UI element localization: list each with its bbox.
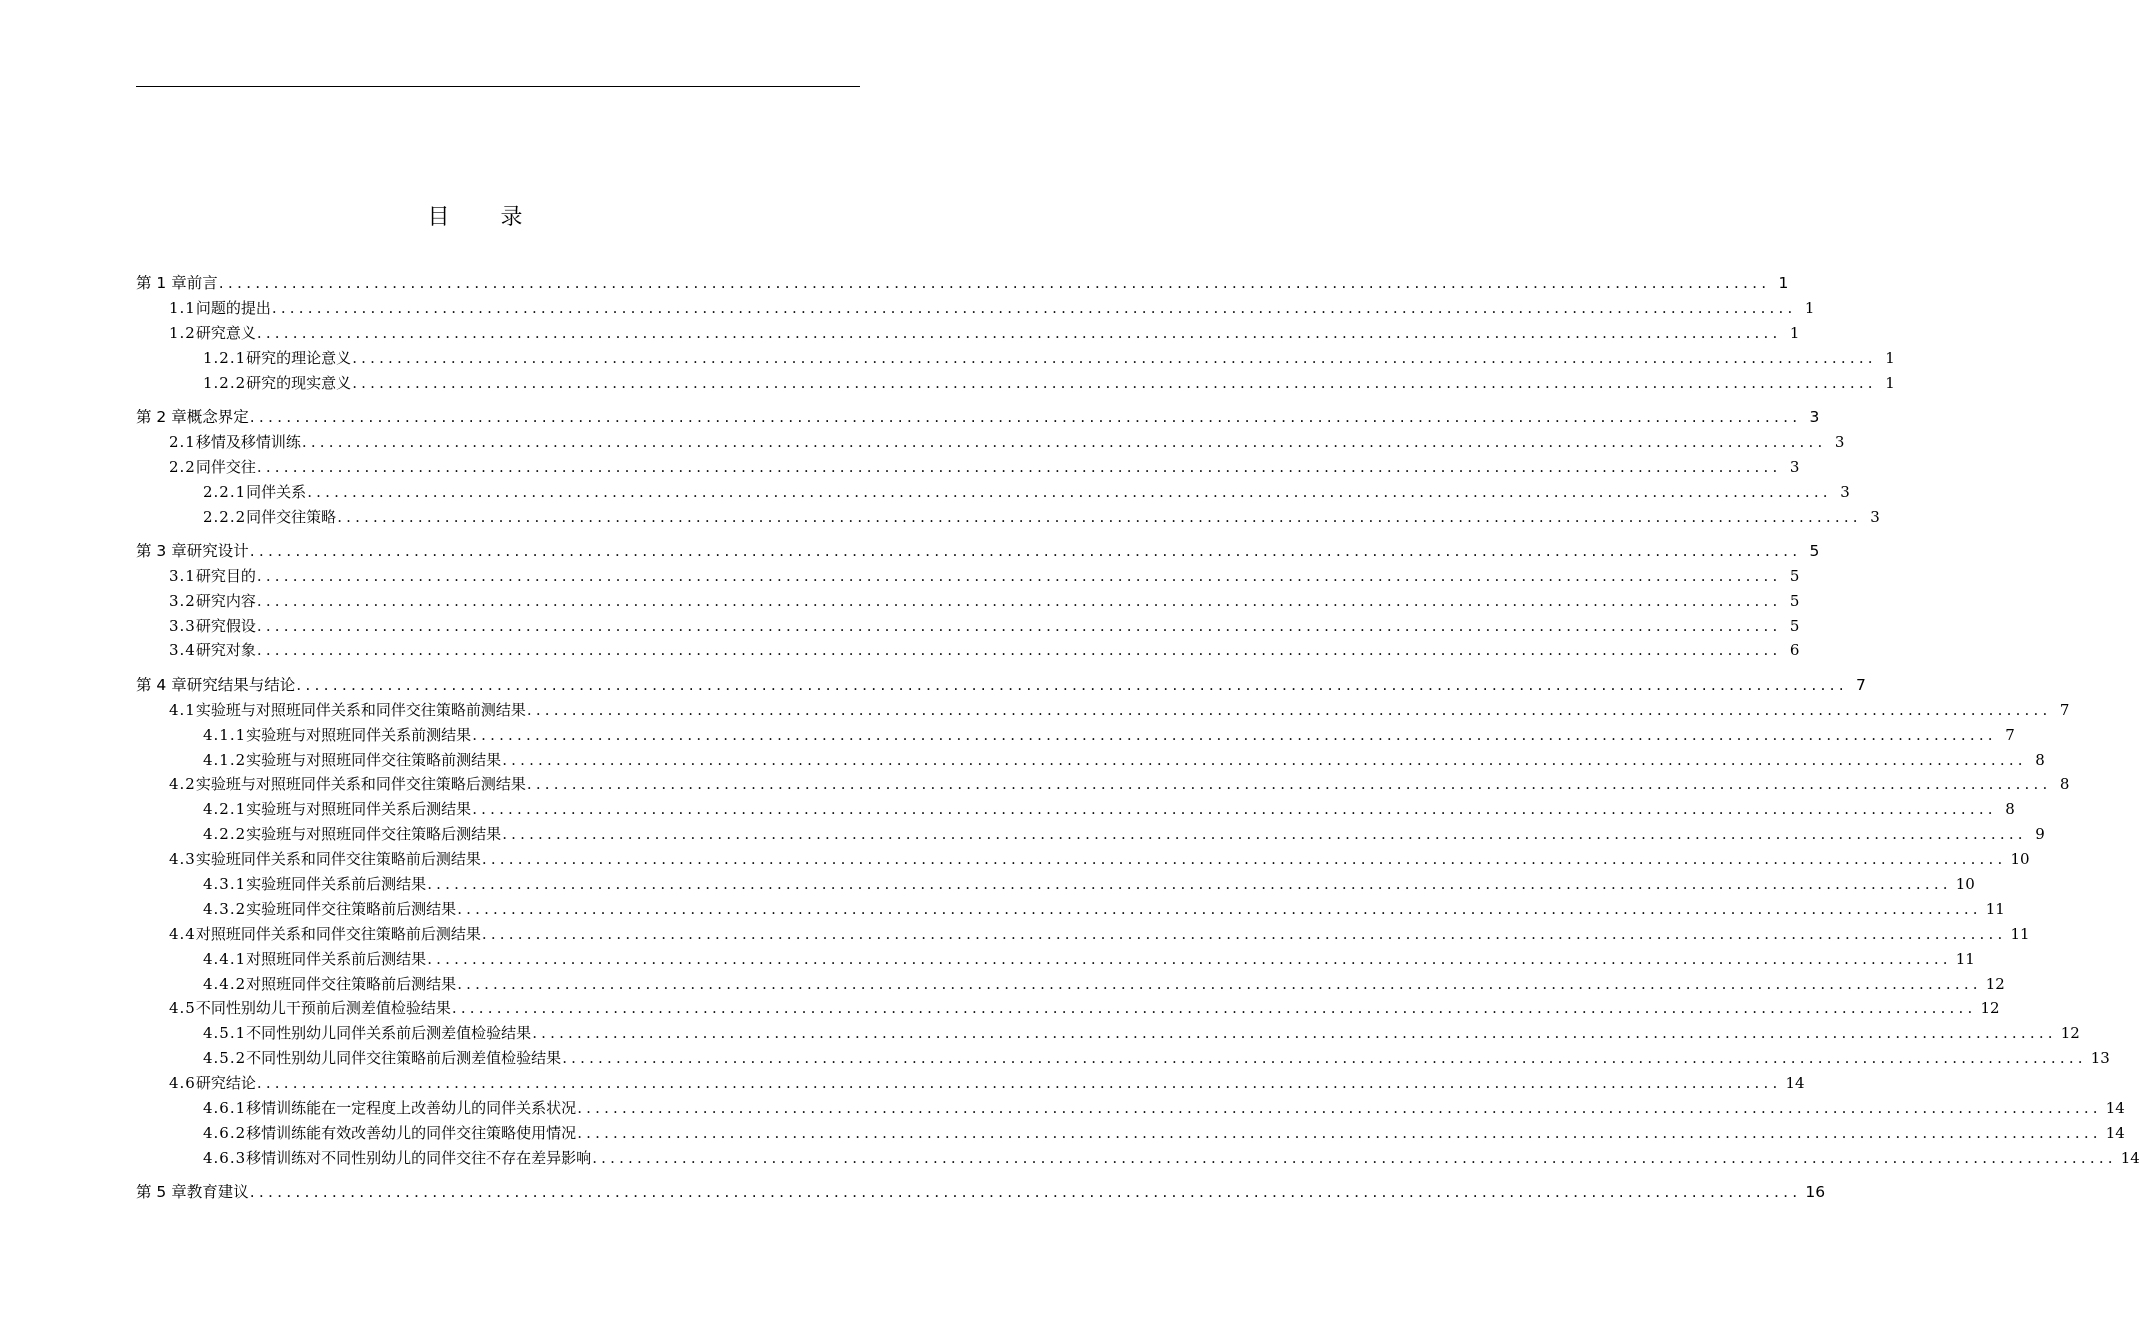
toc-entry-label: 研究的现实意义 xyxy=(246,373,352,392)
toc-entry-label: 对照班同伴关系前后测结果 xyxy=(246,949,427,968)
toc-dot-leader: .......................................................................................................................................................................... xyxy=(592,1148,2117,1167)
toc-dot-leader: .......................................................................................................................................................................... xyxy=(526,775,2052,794)
toc-subsection-entry[interactable] xyxy=(136,897,2005,922)
toc-dot-leader: .......................................................................................................................................................................... xyxy=(457,974,1982,993)
toc-entry-number: 4.1.2 xyxy=(203,750,247,769)
toc-page-number: 16 xyxy=(1805,1183,1826,1202)
toc-page-number: 3 xyxy=(1789,457,1800,476)
toc-page-number: 6 xyxy=(1789,641,1800,660)
toc-page-number: 8 xyxy=(2059,775,2070,794)
toc-dot-leader: .......................................................................................................................................................................... xyxy=(307,482,1832,501)
toc-page-number: 3 xyxy=(1809,407,1820,426)
toc-entry-number: 4.5.2 xyxy=(203,1049,247,1068)
toc-entry-number: 1.1 xyxy=(169,298,196,317)
toc-subsection-entry[interactable] xyxy=(136,872,1975,897)
toc-entry-label: 实验班与对照班同伴关系和同伴交往策略后测结果 xyxy=(195,775,526,794)
toc-dot-leader: .......................................................................................................................................................................... xyxy=(502,750,2027,769)
toc-title: 目 录 xyxy=(427,205,545,230)
toc-entry-number: 2.2.2 xyxy=(203,507,247,526)
toc-entry-label: 问题的提出 xyxy=(195,298,271,317)
toc-entry-number: 2.1 xyxy=(169,432,196,451)
toc-subsection-entry[interactable] xyxy=(136,480,1850,505)
toc-page-number: 14 xyxy=(1785,1074,1805,1093)
toc-section-entry[interactable] xyxy=(136,847,2030,872)
toc-dot-leader: .......................................................................................................................................................................... xyxy=(256,641,1782,660)
toc-entry-label: 研究结论 xyxy=(195,1074,256,1093)
toc-subsection-entry[interactable] xyxy=(136,1121,2125,1146)
toc-page-number: 1 xyxy=(1804,298,1815,317)
toc-dot-leader: .......................................................................................................................................................................... xyxy=(249,407,1802,426)
toc-page-number: 5 xyxy=(1789,566,1800,585)
toc-subsection-entry[interactable] xyxy=(136,1146,2140,1171)
toc-dot-leader: .......................................................................................................................................................................... xyxy=(301,432,1827,451)
toc-section-entry[interactable] xyxy=(136,1071,1805,1096)
toc-entry-label: 研究意义 xyxy=(195,323,256,342)
toc-entry-label: 移情及移情训练 xyxy=(195,432,301,451)
toc-entry-number: 2.2 xyxy=(169,457,196,476)
toc-dot-leader: .......................................................................................................................................................................... xyxy=(218,274,1771,292)
toc-entry-label: 移情训练能在一定程度上改善幼儿的同伴关系状况 xyxy=(246,1099,577,1117)
toc-entry-number: 第 5 章 xyxy=(136,1183,187,1202)
toc-section-entry[interactable] xyxy=(136,996,2000,1021)
toc-entry-number: 第 4 章 xyxy=(136,675,187,694)
toc-dot-leader: .......................................................................................................................................................................... xyxy=(481,924,2007,943)
toc-entry-label: 研究的理论意义 xyxy=(246,348,352,367)
toc-dot-leader: .......................................................................................................................................................................... xyxy=(256,616,1782,635)
toc-entry-number: 4.3 xyxy=(169,850,196,869)
toc-entry-number: 4.1.1 xyxy=(203,725,247,744)
toc-dot-leader: .......................................................................................................................................................................... xyxy=(337,507,1862,526)
toc-page-number: 9 xyxy=(2035,825,2045,844)
toc-entry-number: 4.2.2 xyxy=(203,825,247,844)
toc-subsection-entry[interactable] xyxy=(136,947,1975,972)
toc-dot-leader: .......................................................................................................................................................................... xyxy=(427,874,1952,893)
toc-dot-leader: .......................................................................................................................................................................... xyxy=(256,591,1782,610)
toc-page-number: 13 xyxy=(2090,1049,2110,1068)
toc-subsection-entry[interactable] xyxy=(136,797,2015,822)
toc-dot-leader: .......................................................................................................................................................................... xyxy=(256,566,1782,585)
toc-entry-label: 研究假设 xyxy=(195,616,256,635)
toc-entry-number: 4.6.3 xyxy=(203,1148,247,1167)
toc-page-number: 11 xyxy=(2010,924,2030,943)
toc-page-number: 5 xyxy=(1809,541,1820,560)
toc-page-number: 10 xyxy=(1955,874,1975,893)
toc-page-number: 8 xyxy=(2005,800,2015,819)
toc-section-entry[interactable] xyxy=(136,296,1815,321)
toc-entry-label: 实验班与对照班同伴关系和同伴交往策略前测结果 xyxy=(195,700,526,719)
toc-entry-label: 同伴关系 xyxy=(246,482,307,501)
toc-section-entry[interactable] xyxy=(136,564,1800,589)
toc-entry-label: 实验班与对照班同伴关系后测结果 xyxy=(246,800,472,819)
toc-section-entry[interactable] xyxy=(136,430,1845,455)
toc-entry-number: 1.2.1 xyxy=(203,348,247,367)
toc-page-number: 3 xyxy=(1840,482,1850,501)
toc-dot-leader: .......................................................................................................................................................................... xyxy=(249,541,1802,560)
toc-page-number: 1 xyxy=(1778,274,1789,292)
toc-entry-number: 4.6.2 xyxy=(203,1123,247,1142)
toc-entry-label: 对照班同伴交往策略前后测结果 xyxy=(246,974,457,993)
toc-dot-leader: .......................................................................................................................................................................... xyxy=(352,348,1877,367)
toc-section-entry[interactable] xyxy=(136,455,1800,480)
toc-entry-number: 3.4 xyxy=(169,641,196,660)
toc-page-number: 1 xyxy=(1885,373,1895,392)
toc-page-number: 3 xyxy=(1870,507,1880,526)
toc-dot-leader: .......................................................................................................................................................................... xyxy=(296,675,1848,694)
header-rule xyxy=(136,86,860,87)
toc-chapter-entry[interactable] xyxy=(136,405,1820,430)
toc-dot-leader: .......................................................................................................................................................................... xyxy=(526,700,2052,719)
toc-page-number: 7 xyxy=(2059,700,2070,719)
toc-entry-number: 1.2 xyxy=(169,323,196,342)
toc-dot-leader: .......................................................................................................................................................................... xyxy=(256,323,1782,342)
toc-subsection-entry[interactable] xyxy=(136,346,1895,371)
toc-page-number: 7 xyxy=(1855,675,1866,694)
toc-page-number: 1 xyxy=(1789,323,1800,342)
toc-dot-leader: .......................................................................................................................................................................... xyxy=(532,1024,2057,1043)
toc-entry-label: 同伴交往策略 xyxy=(246,507,337,526)
toc-entry-number: 2.2.1 xyxy=(203,482,247,501)
toc-page-number: 14 xyxy=(2105,1123,2125,1142)
toc-entry-number: 第 3 章 xyxy=(136,541,187,560)
toc-entry-number: 4.5.1 xyxy=(203,1024,247,1043)
toc-subsection-entry[interactable] xyxy=(136,723,2015,748)
toc-section-entry[interactable] xyxy=(136,922,2030,947)
toc-dot-leader: .......................................................................................................................................................................... xyxy=(472,725,1997,744)
toc-page-number: 8 xyxy=(2035,750,2045,769)
toc-entry-label: 实验班与对照班同伴关系前测结果 xyxy=(246,725,472,744)
toc-dot-leader: .......................................................................................................................................................................... xyxy=(577,1123,2102,1142)
toc-entry-number: 4.4 xyxy=(169,924,196,943)
toc-entry-label: 实验班同伴关系前后测结果 xyxy=(246,874,427,893)
toc-page-number: 3 xyxy=(1834,432,1845,451)
toc-entry-label: 不同性别幼儿同伴交往策略前后测差值检验结果 xyxy=(246,1049,562,1068)
toc-entry-number: 4.4.2 xyxy=(203,974,247,993)
toc-entry-number: 第 2 章 xyxy=(136,407,187,426)
toc-entry-label: 不同性别幼儿同伴关系前后测差值检验结果 xyxy=(246,1024,532,1043)
toc-subsection-entry[interactable] xyxy=(136,822,2045,847)
toc-page-number: 10 xyxy=(2010,850,2030,869)
toc-page-number: 12 xyxy=(2060,1024,2080,1043)
toc-section-entry[interactable] xyxy=(136,772,2070,797)
toc-entry-number: 4.6.1 xyxy=(203,1099,247,1117)
toc-chapter-entry[interactable] xyxy=(136,271,1789,296)
toc-dot-leader: .......................................................................................................................................................................... xyxy=(457,899,1982,918)
toc-section-entry[interactable] xyxy=(136,614,1800,639)
toc-entry-label: 实验班与对照班同伴交往策略后测结果 xyxy=(246,825,502,844)
toc-page-number: 14 xyxy=(2105,1099,2125,1117)
toc-entry-label: 实验班与对照班同伴交往策略前测结果 xyxy=(246,750,502,769)
toc-subsection-entry[interactable] xyxy=(136,505,1880,530)
toc-dot-leader: .......................................................................................................................................................................... xyxy=(271,298,1797,317)
toc-page-number: 7 xyxy=(2005,725,2015,744)
toc-page-number: 12 xyxy=(1985,974,2005,993)
toc-entry-number: 4.6 xyxy=(169,1074,196,1093)
toc-entry-label: 不同性别幼儿干预前后测差值检验结果 xyxy=(195,999,451,1018)
toc-dot-leader: .......................................................................................................................................................................... xyxy=(427,949,1952,968)
toc-entry-label: 实验班同伴关系和同伴交往策略前后测结果 xyxy=(195,850,481,869)
toc-subsection-entry[interactable] xyxy=(136,972,2005,997)
toc-page-number: 11 xyxy=(1955,949,1975,968)
toc-entry-label: 研究内容 xyxy=(195,591,256,610)
toc-chapter-entry[interactable] xyxy=(136,539,1820,564)
toc-entry-label: 概念界定 xyxy=(186,407,249,426)
toc-page-number: 5 xyxy=(1789,616,1800,635)
toc-section-entry[interactable] xyxy=(136,698,2070,723)
toc-entry-number: 4.2.1 xyxy=(203,800,247,819)
toc-page-number: 11 xyxy=(1985,899,2005,918)
toc-page-number: 14 xyxy=(2120,1148,2140,1167)
toc-entry-number: 3.2 xyxy=(169,591,196,610)
toc-dot-leader: .......................................................................................................................................................................... xyxy=(481,850,2007,869)
toc-entry-number: 4.2 xyxy=(169,775,196,794)
toc-dot-leader: .......................................................................................................................................................................... xyxy=(472,800,1997,819)
toc-dot-leader: .......................................................................................................................................................................... xyxy=(451,999,1977,1018)
toc-page-number: 5 xyxy=(1789,591,1800,610)
toc-subsection-entry[interactable] xyxy=(136,371,1895,396)
toc-entry-label: 研究设计 xyxy=(186,541,249,560)
toc-entry-number: 3.1 xyxy=(169,566,196,585)
toc-entry-number: 1.2.2 xyxy=(203,373,247,392)
toc-chapter-entry[interactable] xyxy=(136,673,1866,698)
toc-dot-leader: .......................................................................................................................................................................... xyxy=(352,373,1877,392)
toc-entry-label: 同伴交往 xyxy=(195,457,256,476)
toc-entry-label: 教育建议 xyxy=(186,1183,249,1202)
toc-entry-label: 移情训练能有效改善幼儿的同伴交往策略使用情况 xyxy=(246,1123,577,1142)
toc-subsection-entry[interactable] xyxy=(136,1021,2080,1046)
toc-dot-leader: .......................................................................................................................................................................... xyxy=(562,1049,2087,1068)
toc-section-entry[interactable] xyxy=(136,638,1800,663)
toc-entry-label: 研究对象 xyxy=(195,641,256,660)
toc-dot-leader: .......................................................................................................................................................................... xyxy=(249,1183,1802,1202)
toc-entry-label: 对照班同伴关系和同伴交往策略前后测结果 xyxy=(195,924,481,943)
toc-dot-leader: .......................................................................................................................................................................... xyxy=(577,1099,2102,1117)
toc-entry-number: 4.3.1 xyxy=(203,874,247,893)
toc-dot-leader: .......................................................................................................................................................................... xyxy=(256,457,1782,476)
toc-entry-label: 研究目的 xyxy=(195,566,256,585)
toc-entry-label: 前言 xyxy=(186,274,218,292)
toc-entry-number: 第 1 章 xyxy=(136,274,187,292)
toc-subsection-entry[interactable] xyxy=(136,1046,2110,1071)
toc-entry-label: 移情训练对不同性别幼儿的同伴交往不存在差异影响 xyxy=(246,1148,592,1167)
toc-entry-label: 实验班同伴交往策略前后测结果 xyxy=(246,899,457,918)
toc-entry-label: 研究结果与结论 xyxy=(186,675,296,694)
toc-subsection-entry[interactable] xyxy=(136,748,2045,773)
toc-dot-leader: .......................................................................................................................................................................... xyxy=(256,1074,1782,1093)
toc-entry-number: 4.5 xyxy=(169,999,196,1018)
toc-page-number: 12 xyxy=(1980,999,2000,1018)
toc-entry-number: 4.4.1 xyxy=(203,949,247,968)
toc-page-number: 1 xyxy=(1885,348,1895,367)
table-of-contents xyxy=(136,271,2140,1205)
toc-dot-leader: .......................................................................................................................................................................... xyxy=(502,825,2027,844)
toc-entry-number: 4.3.2 xyxy=(203,899,247,918)
toc-section-entry[interactable] xyxy=(136,589,1800,614)
toc-entry-number: 3.3 xyxy=(169,616,196,635)
toc-chapter-entry[interactable] xyxy=(136,1180,1826,1205)
toc-entry-number: 4.1 xyxy=(169,700,196,719)
toc-section-entry[interactable] xyxy=(136,321,1800,346)
toc-subsection-entry[interactable] xyxy=(136,1096,2125,1121)
